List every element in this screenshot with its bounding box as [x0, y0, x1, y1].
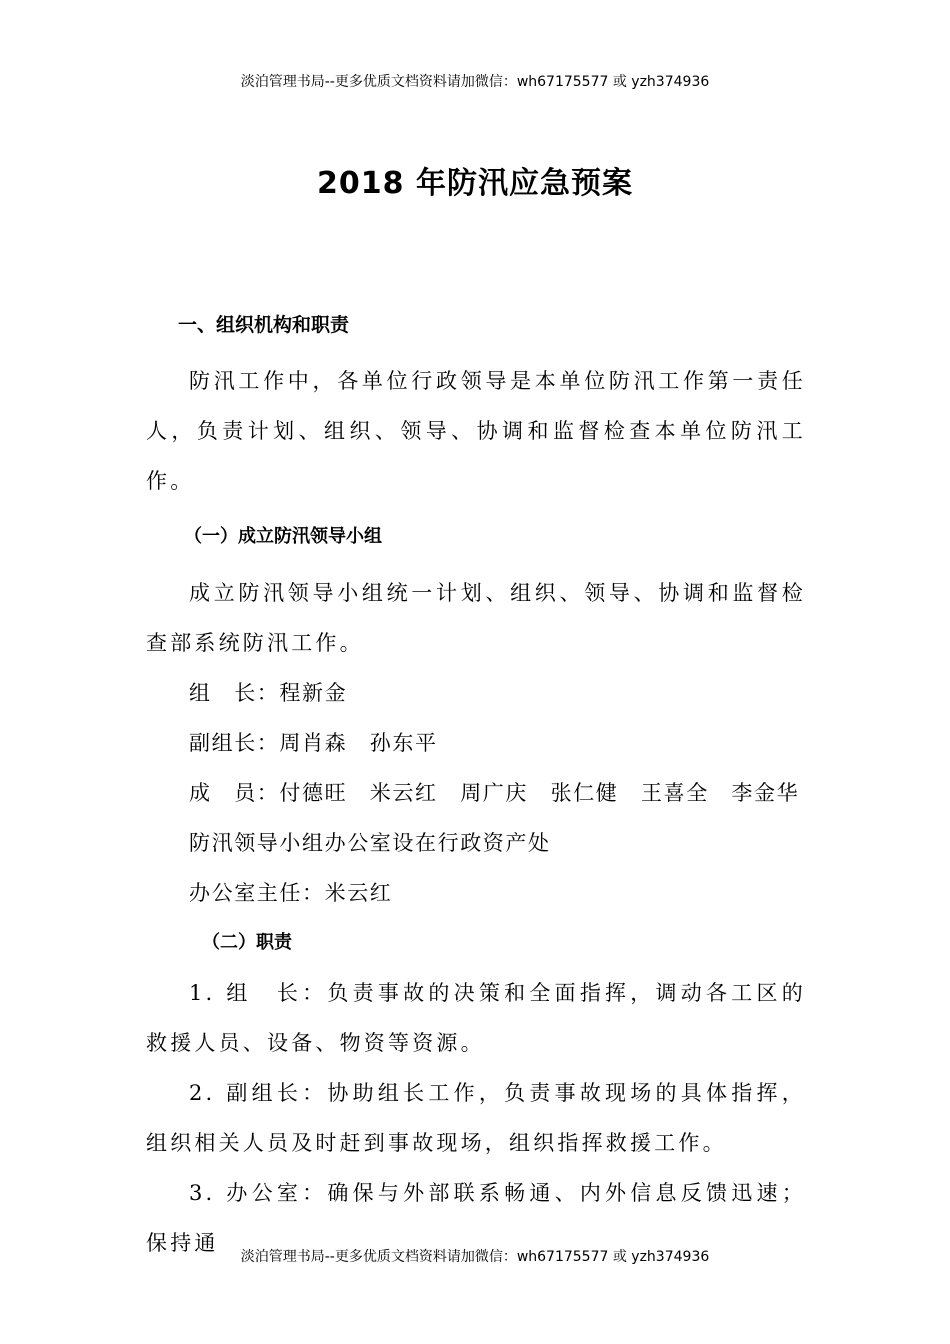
subsection-heading-leading-group: （一）成立防汛领导小组 [184, 526, 382, 547]
group-members: 成 员：付德旺 米云红 周广庆 张仁健 王喜全 李金华 [189, 781, 800, 805]
office-location: 防汛领导小组办公室设在行政资产处 [189, 831, 551, 855]
page-footer: 淡泊管理书局--更多优质文档资料请加微信：wh67175577 或 yzh374936 [240, 1249, 710, 1265]
document-body [146, 300, 806, 1268]
page-header: 淡泊管理书局--更多优质文档资料请加微信：wh67175577 或 yzh374936 [240, 74, 710, 90]
group-leader: 组 长：程新金 [189, 681, 348, 705]
paragraph-leading-group: 成立防汛领导小组统一计划、组织、领导、协调和监督检查部系统防汛工作。 [146, 581, 806, 655]
duty-item-deputy: 2. 副组长：协助组长工作，负责事故现场的具体指挥，组织相关人员及时赶到事故现场，组织指挥救援工作。 [146, 1081, 806, 1155]
duty-item-office: 3. 办公室：确保与外部联系畅通、内外信息反馈迅速；保持通 [146, 1181, 806, 1255]
office-director: 办公室主任：米云红 [189, 881, 393, 905]
deputy-leader: 副组长：周肖森 孙东平 [189, 731, 438, 755]
subsection-heading-duties: （二）职责 [202, 932, 292, 953]
section-heading-organization: 一、组织机构和职责 [178, 314, 350, 336]
document-title: 2018 年防汛应急预案 [317, 166, 633, 201]
paragraph-responsibility: 防汛工作中，各单位行政领导是本单位防汛工作第一责任人，负责计划、组织、领导、协调和监督检查本单位防汛工作。 [146, 369, 806, 493]
duty-item-leader: 1. 组 长：负责事故的决策和全面指挥，调动各工区的救援人员、设备、物资等资源。 [146, 981, 806, 1055]
